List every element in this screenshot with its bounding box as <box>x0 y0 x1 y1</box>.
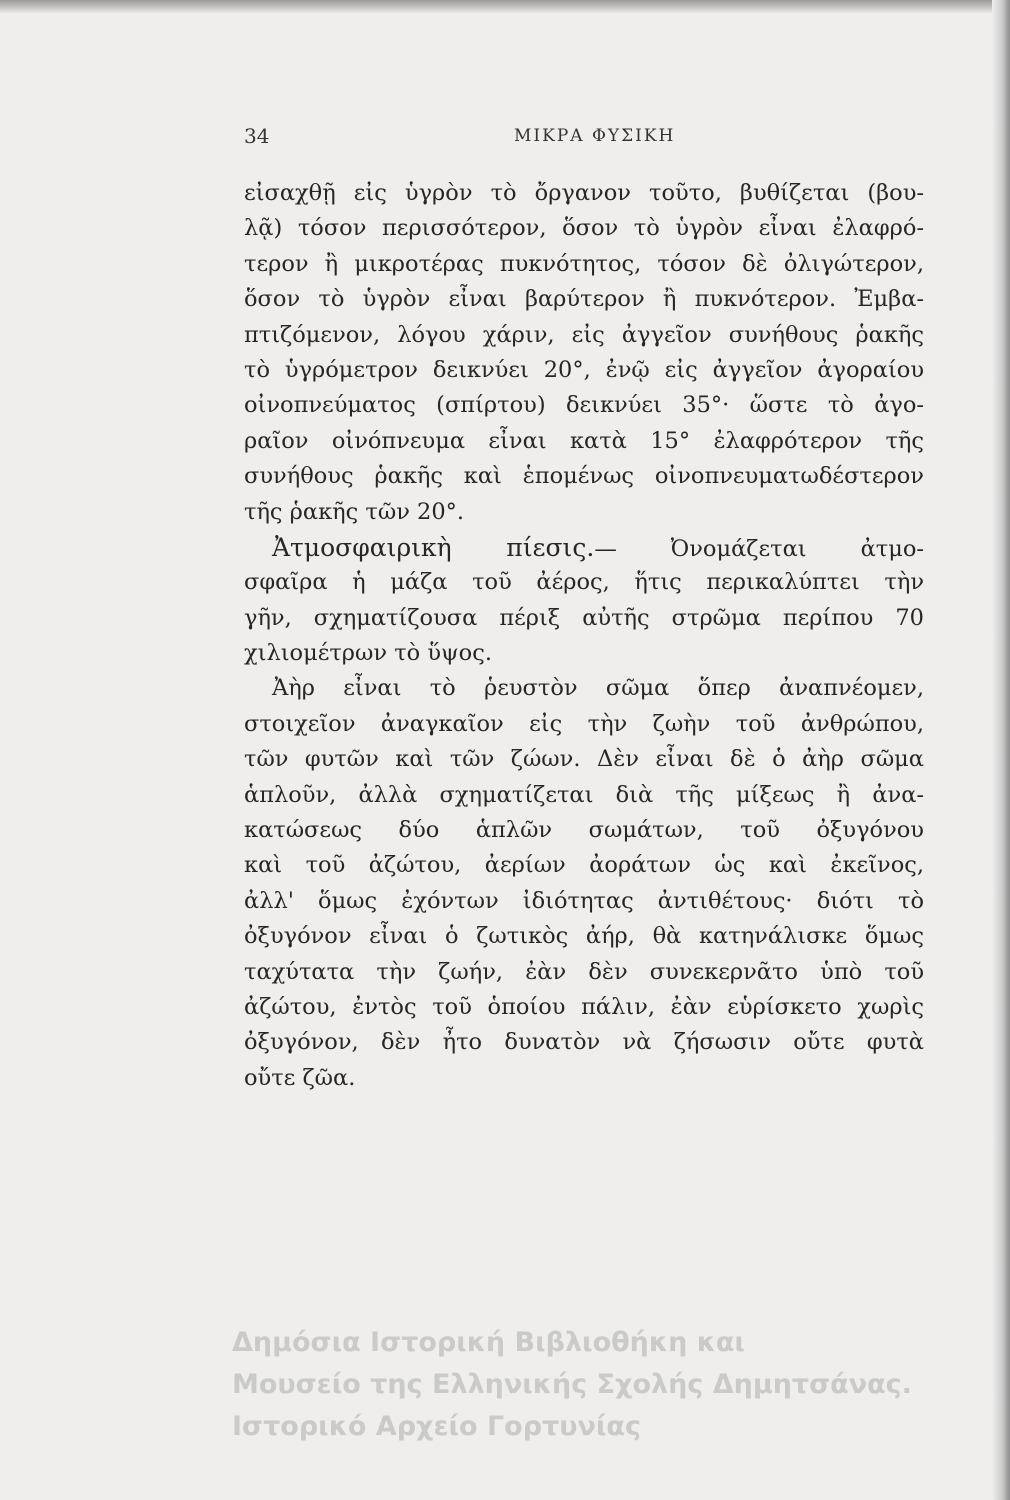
text-line: πτιζόμενον, λόγου χάριν, εἰς ἀγγεῖον συνήθους ῥακῆς <box>244 321 924 348</box>
text-line: ὀξυγόνον εἶναι ὁ ζωτικὸς ἀήρ, θὰ κατηνάλισκε ὅμως <box>244 923 924 950</box>
text-line: ἀζώτου, ἐντὸς τοῦ ὁποίου πάλιν, ἐὰν εὑρίσκετο χωρὶς <box>244 993 924 1020</box>
section-line-continuation: — Ὀνομάζεται ἀτμο- <box>594 535 924 562</box>
text-line: ὅσον τὸ ὑγρὸν εἶναι βαρύτερον ἢ πυκνότερον. Ἐμβα- <box>244 286 924 313</box>
library-watermark <box>232 1322 992 1448</box>
watermark-line: Μουσείο της Ελληνικής Σχολής Δημητσάνας. <box>232 1369 912 1400</box>
text-line: σφαῖρα ἡ μάζα τοῦ ἀέρος, ἥτις περικαλύπτει τὴν <box>244 569 924 596</box>
text-line: λᾷ) τόσον περισσότερον, ὅσον τὸ ὑγρὸν εἶναι ἐλαφρό- <box>244 215 924 242</box>
section-heading: Ἀτμοσφαιρικὴ πίεσις. <box>272 532 595 562</box>
text-line: τῆς ῥακῆς τῶν 20°. <box>244 498 465 525</box>
section-first-line <box>244 530 924 565</box>
text-line: οἰνοπνεύματος (σπίρτου) δεικνύει 35°· ὥστε τὸ ἀγο- <box>244 392 924 419</box>
text-line: ταχύτατα τὴν ζωήν, ἐὰν δὲν συνεκερνᾶτο ὑπὸ τοῦ <box>244 958 924 985</box>
page-header <box>244 124 924 154</box>
text-line: τὸ ὑγρόμετρον δεικνύει 20°, ἐνῷ εἰς ἀγγεῖον ἀγοραίου <box>244 356 924 383</box>
text-line: ἁπλοῦν, ἀλλὰ σχηματίζεται διὰ τῆς μίξεως ἢ ἀνα- <box>244 781 924 808</box>
scan-binding-shadow <box>992 0 1010 1500</box>
text-line: τῶν φυτῶν καὶ τῶν ζώων. Δὲν εἶναι δὲ ὁ ἀὴρ σῶμα <box>244 746 924 773</box>
text-line: κατώσεως δύο ἁπλῶν σωμάτων, τοῦ ὀξυγόνου <box>244 817 924 844</box>
text-line: στοιχεῖον ἀναγκαῖον εἰς τὴν ζωὴν τοῦ ἀνθρώπου, <box>244 710 924 737</box>
body-text <box>244 176 924 1096</box>
watermark-line: Ιστορικό Αρχείο Γορτυνίας <box>232 1411 641 1442</box>
text-line: εἰσαχθῇ εἰς ὑγρὸν τὸ ὄργανον τοῦτο, βυθίζεται (βου- <box>244 180 924 206</box>
page-number: 34 <box>244 124 270 148</box>
text-line: ἀλλ' ὅμως ἐχόντων ἰδιότητας ἀντιθέτους· διότι τὸ <box>244 887 924 914</box>
watermark-line: Δημόσια Ιστορική Βιβλιοθήκη και <box>232 1327 745 1358</box>
scan-top-shadow <box>0 0 1010 14</box>
running-title: ΜΙΚΡΑ ΦΥΣΙΚΗ <box>514 126 676 146</box>
text-line: γῆν, σχηματίζουσα πέριξ αὐτῆς στρῶμα περίπου 70 <box>244 604 924 631</box>
text-line: τερον ἢ μικροτέρας πυκνότητος, τόσον δὲ ὀλιγώτερον, <box>244 250 924 277</box>
text-line: συνήθους ῥακῆς καὶ ἑπομένως οἰνοπνευματωδέστερον <box>244 463 924 490</box>
text-line: ραῖον οἰνόπνευμα εἶναι κατὰ 15° ἐλαφρότερον τῆς <box>244 427 924 454</box>
text-line: οὔτε ζῶα. <box>244 1064 356 1091</box>
text-line: χιλιομέτρων τὸ ὕψος. <box>244 640 492 667</box>
text-line: καὶ τοῦ ἀζώτου, ἀερίων ἀοράτων ὡς καὶ ἐκεῖνος, <box>244 852 924 879</box>
text-line: Ἀὴρ εἶναι τὸ ῥευστὸν σῶμα ὅπερ ἀναπνέομεν, <box>272 675 924 702</box>
text-line: ὀξυγόνον, δὲν ἦτο δυνατὸν νὰ ζήσωσιν οὔτε φυτὰ <box>244 1029 924 1056</box>
